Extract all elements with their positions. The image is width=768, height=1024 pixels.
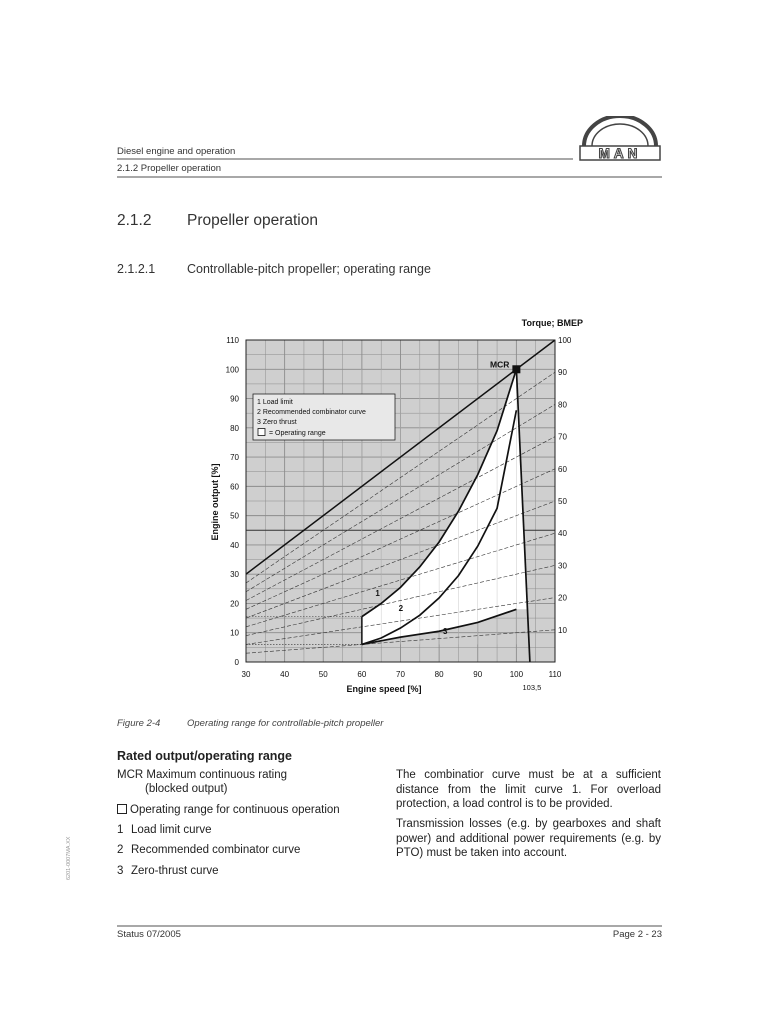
footer-status: Status 07/2005 xyxy=(117,929,181,940)
header-section: 2.1.2 Propeller operation xyxy=(117,163,222,174)
y-tick-label: 50 xyxy=(230,511,239,521)
y2-axis-label: Torque; BMEP xyxy=(521,318,583,328)
operating-range-text: Operating range for continuous operation xyxy=(130,804,340,816)
curve-1-label: 1 xyxy=(375,589,380,599)
chart-legend xyxy=(253,394,395,440)
combinator-paragraph: The combinatior curve must be at a sufficient distance from the limit curve 1. For overload protection, a load control is to be provided. xyxy=(396,769,661,810)
x-tick-label: 50 xyxy=(318,670,328,679)
x-tick-label: 40 xyxy=(280,670,290,679)
y-tick-label: 20 xyxy=(230,599,239,609)
y2-tick-label: 30 xyxy=(558,561,567,571)
y-tick-label: 100 xyxy=(225,365,239,375)
document-code: 6201-0007MA.XX xyxy=(66,836,72,880)
x-tick-label: 60 xyxy=(357,670,367,679)
y2-tick-label: 50 xyxy=(558,497,567,506)
transmission-paragraph: Transmission losses (e.g. by gearboxes and shaft power) and additional power requirements (e.g. by PTO) must be taken into account. xyxy=(396,818,661,859)
y-tick-label: 110 xyxy=(226,336,239,345)
x-tick-label: 30 xyxy=(241,670,251,679)
list-item-text: Zero-thrust curve xyxy=(131,865,219,877)
header-chapter: Diesel engine and operation xyxy=(117,146,236,157)
y-axis-label: Engine output [%] xyxy=(210,463,220,541)
y2-tick-label: 10 xyxy=(558,625,567,635)
x-tick-label: 80 xyxy=(434,670,444,679)
list-item-number: 2 xyxy=(117,844,124,856)
y2-tick-label: 60 xyxy=(558,464,567,474)
legend-item-2: 2 Recommended combinator curve xyxy=(257,409,366,416)
checkbox-square-icon xyxy=(117,804,127,814)
list-item-text: Recommended combinator curve xyxy=(131,844,301,856)
y-tick-label: 70 xyxy=(230,453,239,463)
y2-tick-label: 70 xyxy=(558,432,567,442)
footer-rule xyxy=(117,925,662,927)
mcr-subtext: (blocked output) xyxy=(145,783,228,795)
list-item-number: 1 xyxy=(117,824,124,836)
legend-item-1: 1 Load limit xyxy=(257,399,293,406)
y2-tick-label: 20 xyxy=(558,593,567,603)
x-tick-label: 100 xyxy=(509,670,524,679)
y-tick-label: 30 xyxy=(230,570,239,580)
x-tick-label: 90 xyxy=(473,670,483,679)
logo-text: MAN xyxy=(598,146,642,161)
mcr-marker xyxy=(512,365,520,373)
y-tick-label: 90 xyxy=(230,394,239,404)
y-tick-label: 10 xyxy=(230,628,239,638)
header-rule-bottom xyxy=(117,176,662,178)
list-item xyxy=(117,823,212,838)
list-item-number: 3 xyxy=(117,865,124,877)
rated-output-title: Rated output/operating range xyxy=(117,749,292,763)
subsection-title: Controllable-pitch propeller; operating range xyxy=(187,262,431,276)
mcr-definition: MCR Maximum continuous rating xyxy=(117,769,288,781)
header-rule-top xyxy=(117,158,573,160)
list-item-text: Load limit curve xyxy=(131,824,212,836)
x-tick-label: 110 xyxy=(548,670,562,679)
man-logo xyxy=(578,116,662,166)
legend-item-4: = Operating range xyxy=(269,430,326,437)
x-axis-label: Engine speed [%] xyxy=(346,684,422,694)
curve-2-label: 2 xyxy=(398,603,404,613)
y2-tick-label: 90 xyxy=(558,368,567,378)
y-tick-label: 40 xyxy=(230,540,239,550)
footer-page: Page 2 - 23 xyxy=(612,929,662,940)
figure-caption-label: Figure 2-4 xyxy=(117,718,161,729)
legend-swatch xyxy=(258,429,265,436)
curve-3-label: 3 xyxy=(442,627,448,637)
operating-range-definition xyxy=(117,803,340,818)
y-tick-label: 60 xyxy=(230,482,239,492)
section-number: 2.1.2 xyxy=(117,212,152,229)
subsection-number: 2.1.2.1 xyxy=(117,262,156,276)
mcr-label: MCR xyxy=(490,359,510,370)
section-title: Propeller operation xyxy=(187,212,318,229)
y2-tick-label: 40 xyxy=(558,529,567,539)
y-tick-label: 80 xyxy=(230,423,239,433)
legend-item-3: 3 Zero thrust xyxy=(257,419,297,426)
y2-tick-label: 80 xyxy=(558,400,567,410)
figure-caption-text: Operating range for controllable-pitch propeller xyxy=(187,718,384,729)
y2-tick-label: 100 xyxy=(558,336,572,345)
x-tick-label: 70 xyxy=(396,670,405,679)
operating-range-chart xyxy=(200,312,590,708)
y-tick-label: 0 xyxy=(234,658,239,667)
list-item xyxy=(117,864,219,879)
list-item xyxy=(117,843,300,858)
x-extra-tick-label: 103,5 xyxy=(522,683,542,692)
